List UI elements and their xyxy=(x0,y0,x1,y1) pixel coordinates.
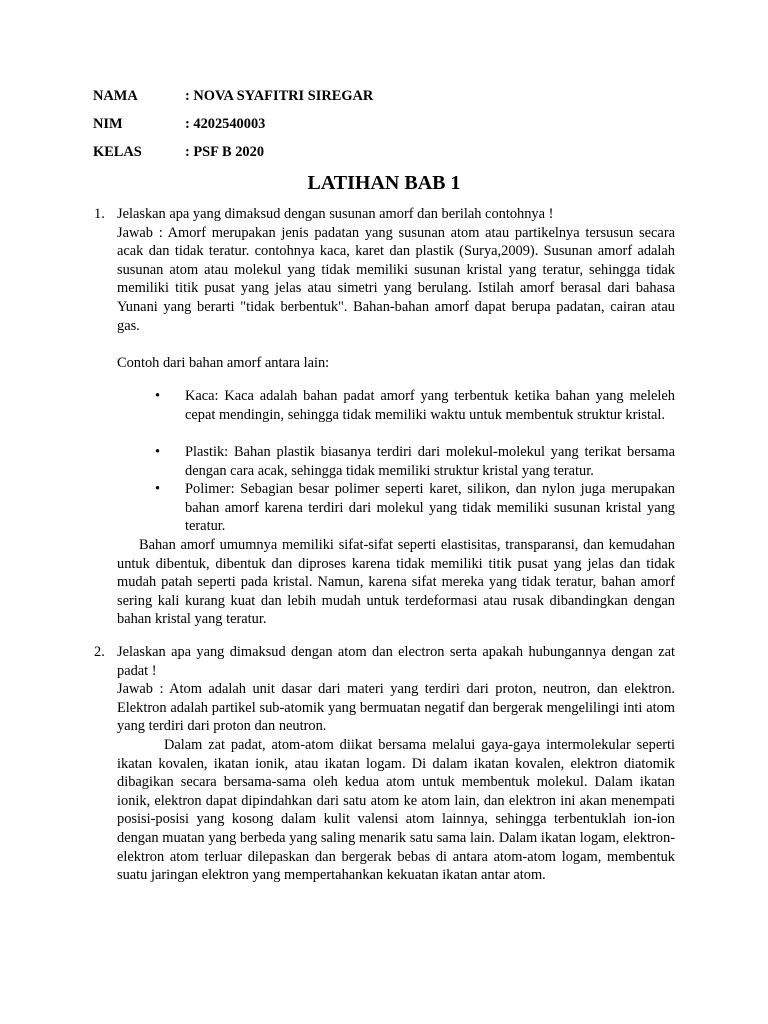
bullet-text: Kaca: Kaca adalah bahan padat amorf yang terbentuk ketika bahan yang meleleh cepat mendingin, sehingga tidak memiliki waktu untuk membentuk struktur kristal. xyxy=(185,388,675,423)
answer-text: Jawab : Atom adalah unit dasar dari materi yang terdiri dari proton, neutron, dan elektron. Elektron adalah partikel sub-atomik yang bermuatan negatif dan bergerak mengelilingi inti atom yang terdiri dari proton dan neutron. xyxy=(117,681,675,735)
question-2 xyxy=(94,643,675,885)
header-key: NIM xyxy=(93,116,123,132)
closing-paragraph: Bahan amorf umumnya memiliki sifat-sifat seperti elastisitas, transparansi, dan kemudahan untuk dibentuk, dibentuk dan diproses karena tidak memiliki titik pusat yang jelas dan tidak mudah patah seperti pada kristal. Namun, karena sifat mereka yang tidak teratur, bahan amorf sering kali kurang kuat dan lebih mudah untuk terdeformasi atau rusak dibandingkan dengan bahan kristal yang teratur. xyxy=(117,537,675,628)
header-row-kelas xyxy=(93,143,264,162)
question-text: Jelaskan apa yang dimaksud dengan susunan amorf dan berilah contohnya ! xyxy=(117,206,554,222)
list-item xyxy=(157,480,675,536)
answer-text: Jawab : Amorf merupakan jenis padatan yang susunan atom atau partikelnya tersusun secara acak dan tidak teratur. contohnya kaca, karet dan plastik (Surya,2009). Susunan amorf adalah susunan atom atau molekul yang tidak memiliki susunan kristal yang teratur, sehingga tidak memiliki titik pusat yang jelas atau simetri yang berulang. Istilah amorf berasal dari bahasa Yunani yang berarti "tidak berbentuk". Bahan-bahan amorf dapat berupa padatan, cairan atau gas. xyxy=(117,224,675,334)
header-value: : PSF B 2020 xyxy=(185,144,265,160)
header-key: KELAS xyxy=(93,144,142,160)
examples-intro: Contoh dari bahan amorf antara lain: xyxy=(117,354,330,371)
question-number: 1. xyxy=(94,206,105,222)
header-row-nama xyxy=(93,87,373,106)
bullet-text: Polimer: Sebagian besar polimer seperti karet, silikon, dan nylon juga merupakan bahan amorf karena terdiri dari molekul yang tidak memiliki susunan kristal yang teratur. xyxy=(185,481,675,535)
header-value: : NOVA SYAFITRI SIREGAR xyxy=(185,88,374,104)
list-item xyxy=(157,387,675,424)
header-key: NAMA xyxy=(93,88,138,104)
page-title: LATIHAN BAB 1 xyxy=(307,172,461,194)
bullet-text: Plastik: Bahan plastik biasanya terdiri dari molekul-molekul yang terikat bersama dengan cara acak, sehingga tidak memiliki struktur kristal yang teratur. xyxy=(185,444,675,479)
bullet-icon: • xyxy=(155,444,161,460)
answer-paragraph: Dalam zat padat, atom-atom diikat bersama melalui gaya-gaya intermolekular seperti ikatan kovalen, ikatan ionik, atau ikatan logam. Di dalam ikatan kovalen, elektron diatomik dibagikan secara bersama-sama oleh kedua atom untuk membentuk molekul. Dalam ikatan ionik, elektron dapat dipindahkan dari satu atom ke atom lain, dan elektron ini akan menempati posisi-posisi yang kosong dalam kulit valensi atom lainnya, sehingga terbentuklah ion-ion dengan muatan yang berbeda yang saling menarik satu sama lain. Dalam ikatan logam, elektron-elektron atom terluar dilepaskan dan bergerak bebas di antara atom-atom logam, membentuk suatu jaringan elektron yang mempertahankan kekuatan ikatan antar atom. xyxy=(117,736,675,884)
bullet-icon: • xyxy=(155,388,161,404)
question-1 xyxy=(94,205,675,372)
bullet-icon: • xyxy=(155,481,161,497)
list-item xyxy=(157,443,675,480)
question-1-closing xyxy=(117,536,675,629)
header-row-nim xyxy=(93,115,265,134)
question-text: Jelaskan apa yang dimaksud dengan atom dan electron serta apakah hubungannya dengan zat padat ! xyxy=(117,644,675,679)
question-number: 2. xyxy=(94,644,105,660)
header-value: : 4202540003 xyxy=(185,116,266,132)
